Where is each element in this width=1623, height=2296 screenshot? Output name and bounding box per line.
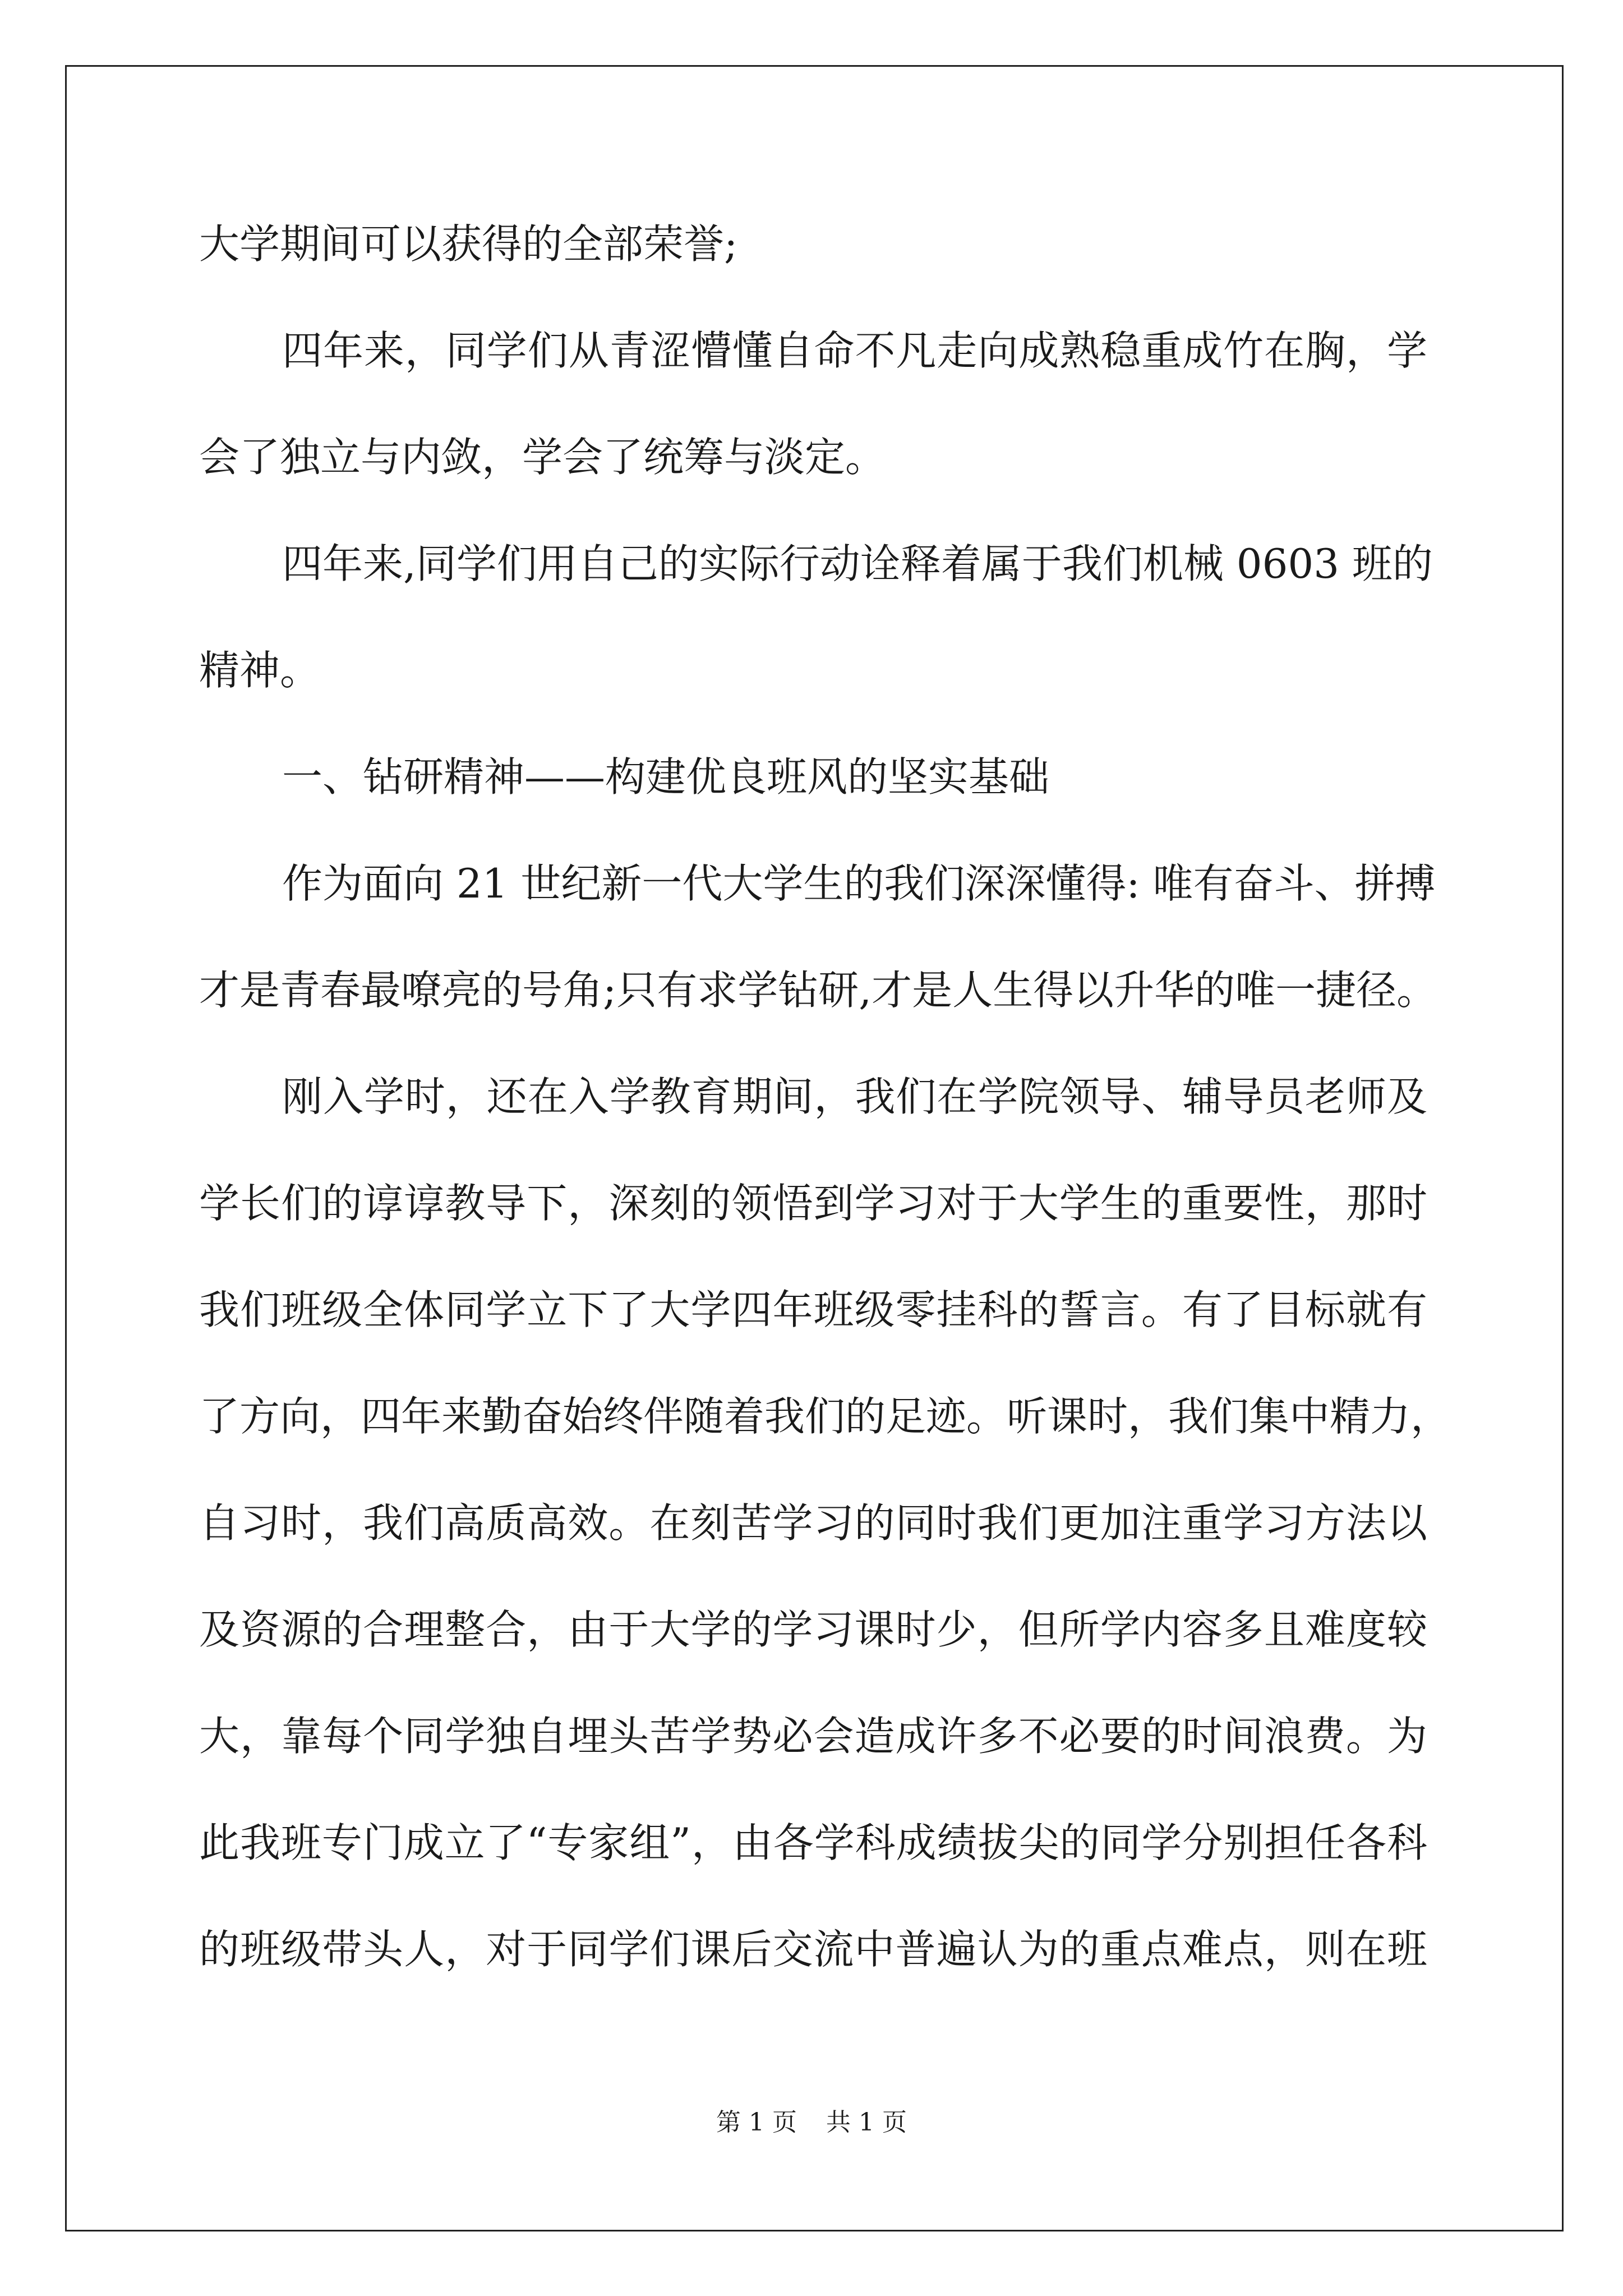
text-line: 自习时，我们高质高效。在刻苦学习的同时我们更加注重学习方法以 — [199, 1499, 1427, 1547]
text-line: 四年来,同学们用自己的实际行动诠释着属于我们机械 0603 班的 — [282, 540, 1433, 587]
text-line: 此我班专门成立了“专家组”，由各学科成绩拔尖的同学分别担任各科 — [199, 1819, 1427, 1866]
text-line: 的班级带头人，对于同学们课后交流中普遍认为的重点难点，则在班 — [199, 1926, 1427, 1973]
text-line: 大，靠每个同学独自埋头苦学势必会造成许多不必要的时间浪费。为 — [199, 1713, 1427, 1760]
text-line: 四年来，同学们从青涩懵懂自命不凡走向成熟稳重成竹在胸，学 — [282, 327, 1427, 374]
text-line: 了方向，四年来勤奋始终伴随着我们的足迹。听课时，我们集中精力， — [199, 1393, 1451, 1440]
page-number: 第 1 页 — [716, 2108, 797, 2137]
section-heading: 一、钻研精神——构建优良班风的坚实基础 — [282, 753, 1050, 800]
page-border — [65, 65, 1564, 2231]
text-line: 才是青春最嘹亮的号角;只有求学钻研,才是人生得以升华的唯一捷径。 — [199, 967, 1437, 1014]
text-line: 我们班级全体同学立下了大学四年班级零挂科的誓言。有了目标就有 — [199, 1286, 1427, 1333]
text-line: 会了独立与内敛，学会了统筹与淡定。 — [199, 434, 886, 481]
page-footer — [0, 2106, 1623, 2139]
text-line: 学长们的谆谆教导下，深刻的领悟到学习对于大学生的重要性，那时 — [199, 1180, 1427, 1227]
text-line: 作为面向 21 世纪新一代大学生的我们深深懂得: 唯有奋斗、拼搏 — [282, 860, 1436, 907]
text-line: 大学期间可以获得的全部荣誉; — [199, 220, 738, 268]
text-line: 精神。 — [199, 647, 321, 694]
text-line: 及资源的合理整合，由于大学的学习课时少，但所学内容多且难度较 — [199, 1606, 1427, 1653]
text-line: 刚入学时，还在入学教育期间，我们在学院领导、辅导员老师及 — [282, 1073, 1427, 1120]
page-total: 共 1 页 — [826, 2108, 907, 2137]
